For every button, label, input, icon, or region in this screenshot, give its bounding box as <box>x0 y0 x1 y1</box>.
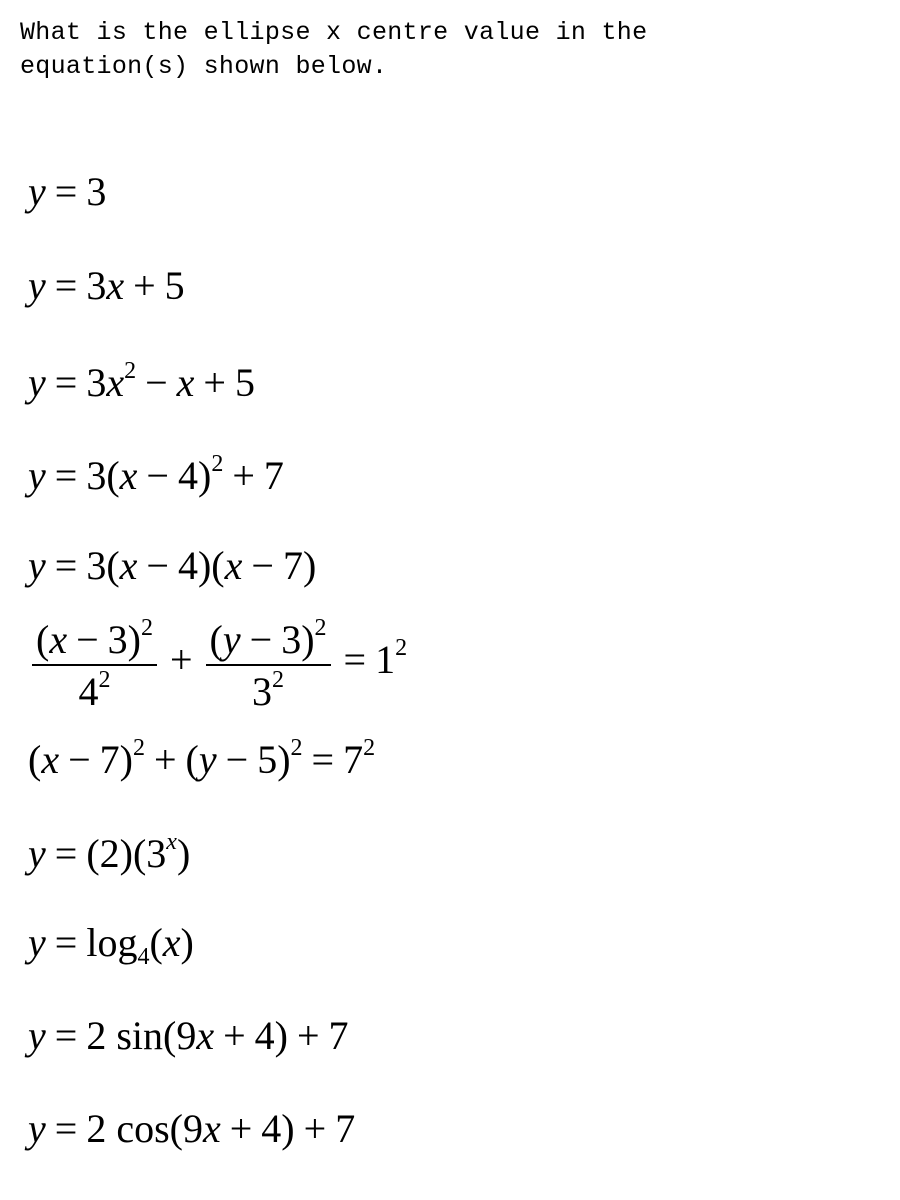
ellipse-x-fraction: $\frac{(x - 3)^2}{4^2}$ <box>32 616 157 712</box>
equation-quadratic-standard: $y = 3x^2 - x + 5$ <box>28 358 255 405</box>
question-line-2: equation(s) shown below. <box>20 52 388 81</box>
equation-quadratic-factored: y = 3(x − 4)(x − 7) <box>28 543 317 588</box>
equation-ellipse: $\frac{(x - 3)^2}{4^2}$ + $\frac{(y - 3)^2}{3^2}$ = $1^2$ <box>28 616 407 712</box>
equation-circle: $(x - 7)^2 + (y - 5)^2 = 7^2$ <box>28 735 376 782</box>
equation-cosine: y = 2 cos(9x + 4) + 7 <box>28 1106 356 1151</box>
equation-sine: y = 2 sin(9x + 4) + 7 <box>28 1013 349 1058</box>
equation-logarithmic: $y = \log_4(x)$ <box>28 920 194 970</box>
equation-linear: y = 3x + 5 <box>28 263 185 308</box>
equation-constant: y = 3 <box>28 169 107 214</box>
equation-quadratic-vertex: $y = 3(x - 4)^2 + 7$ <box>28 451 284 498</box>
question-text <box>20 16 647 84</box>
equation-exponential: $y = (2)(3^x)$ <box>28 829 191 876</box>
question-line-1: What is the ellipse x centre value in the <box>20 18 648 47</box>
ellipse-y-fraction: $\frac{(y - 3)^2}{3^2}$ <box>206 616 331 712</box>
